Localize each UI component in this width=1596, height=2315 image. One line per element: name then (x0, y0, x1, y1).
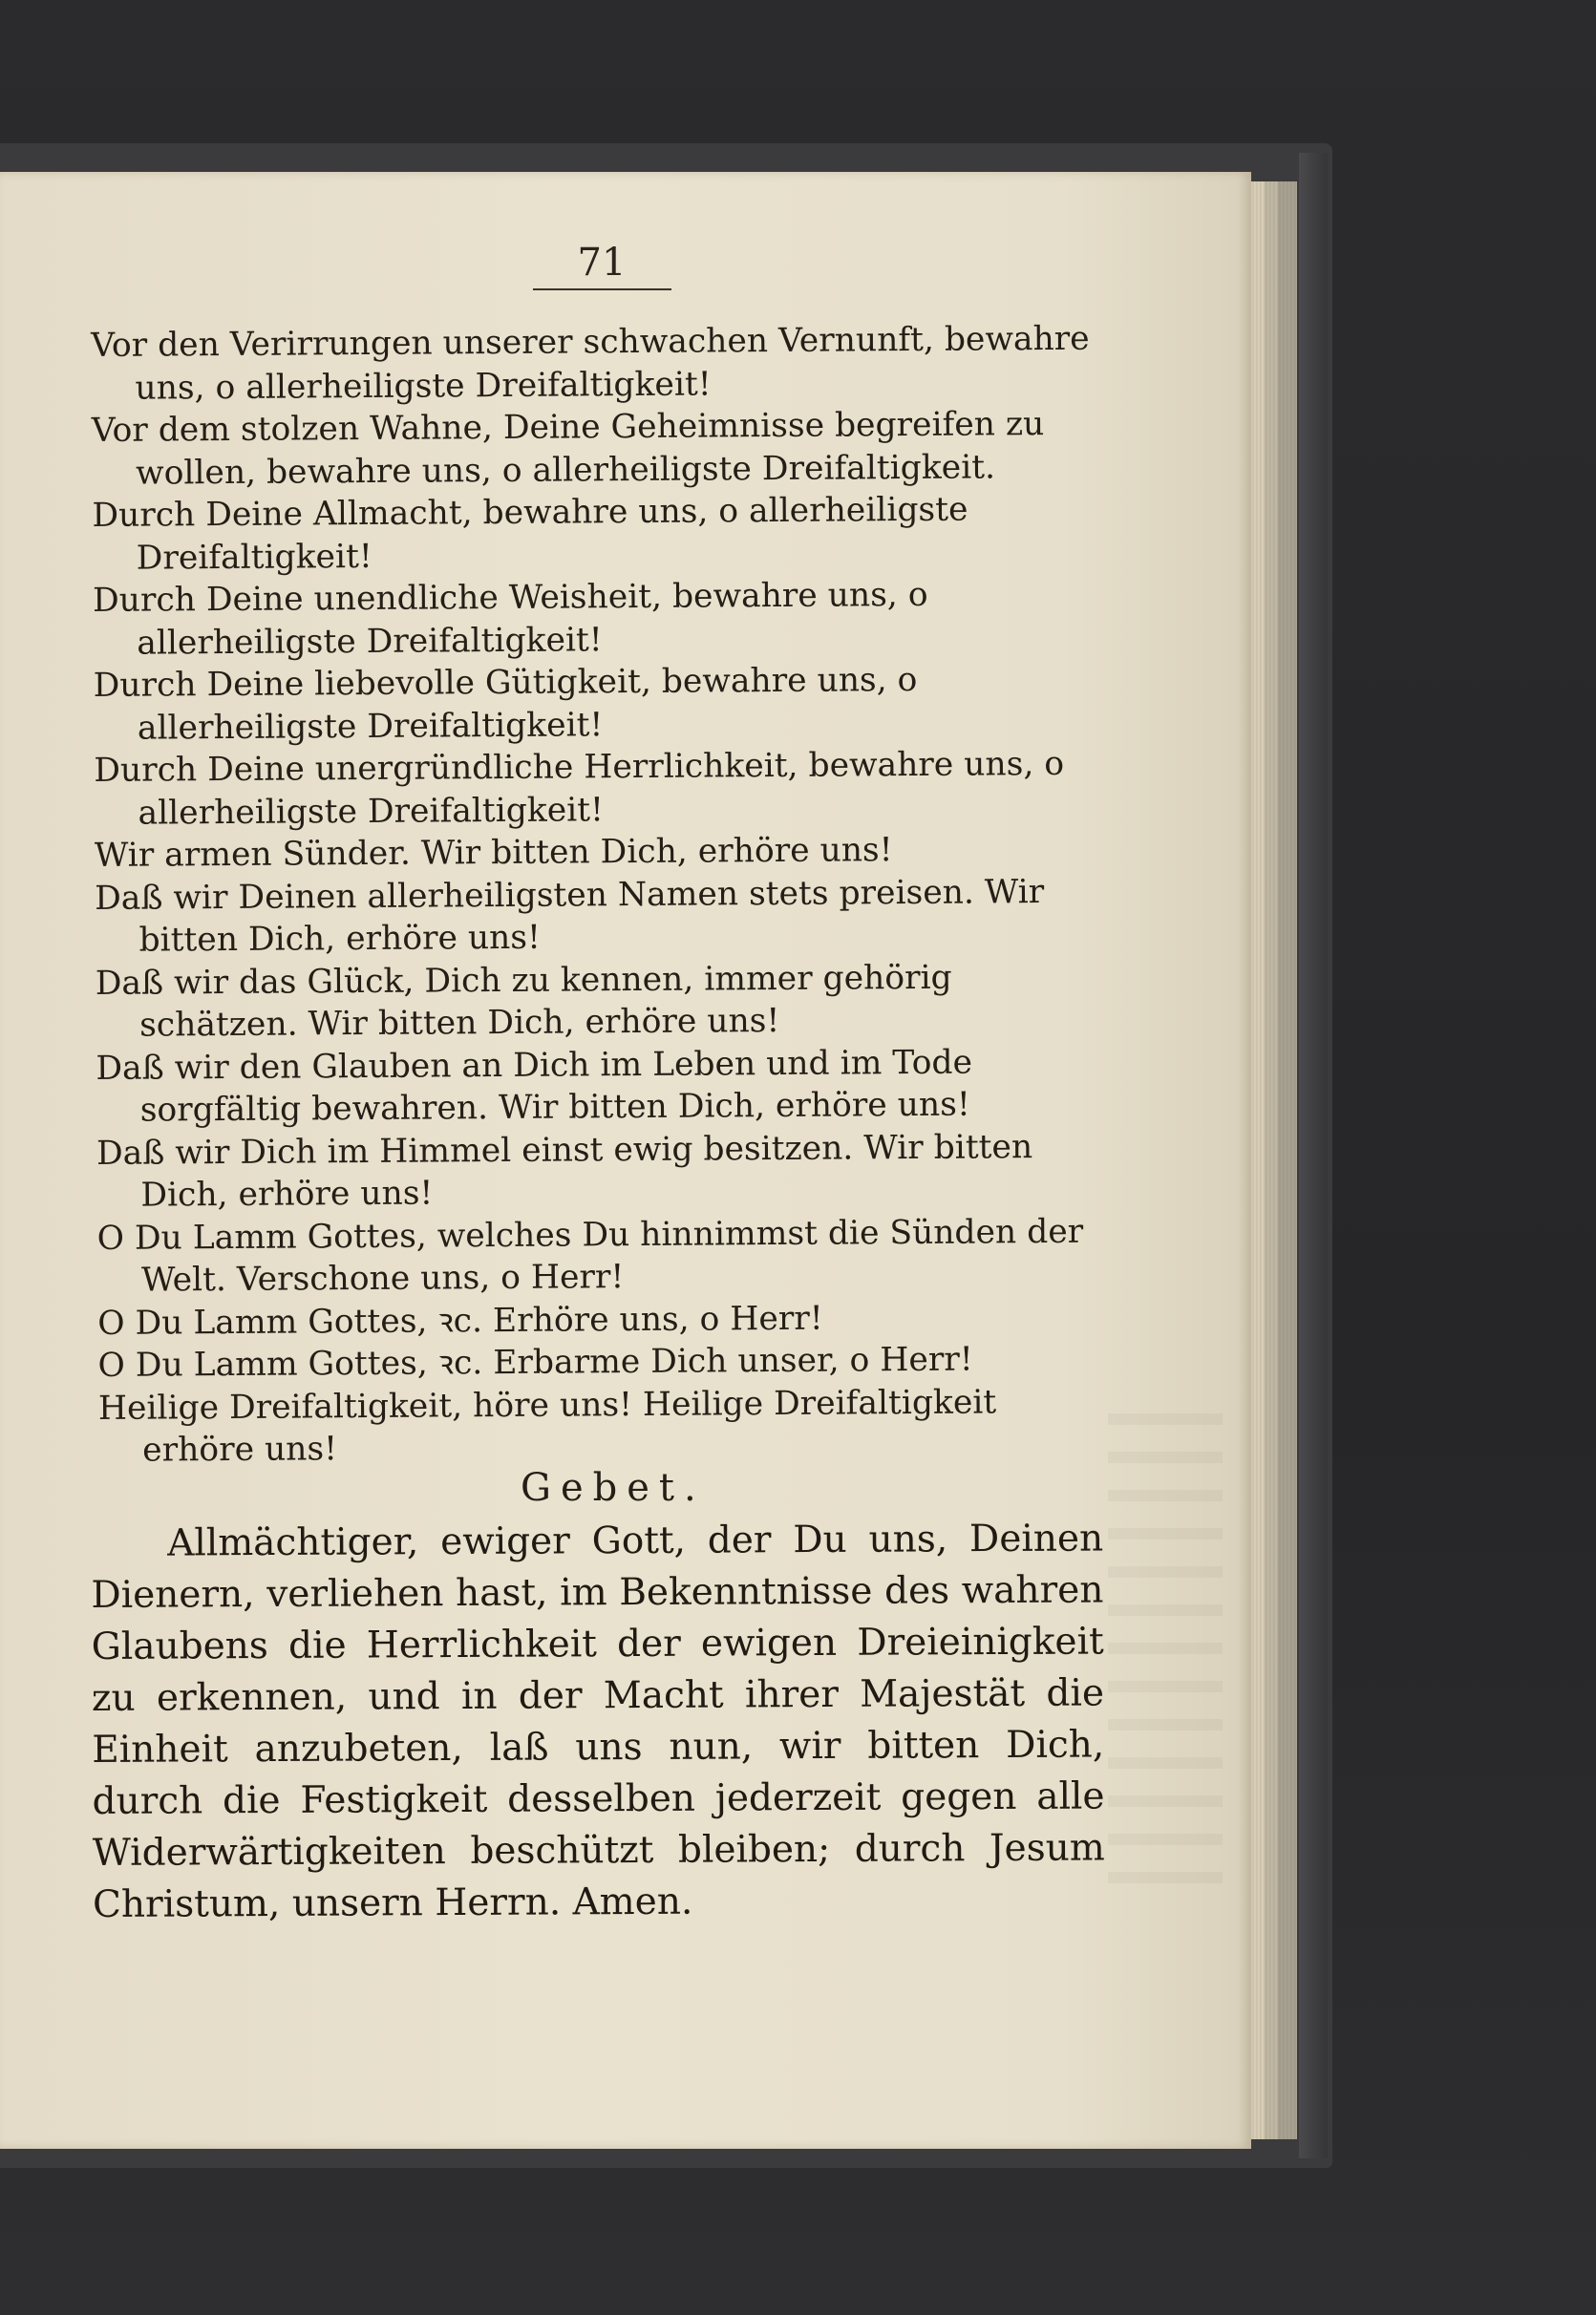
litany-entry: Vor den Verirrungen unserer schwachen Vernunft, bewahre uns, o allerheiligste Dreifaltigkeit! (91, 319, 1090, 408)
litany-text (91, 318, 1111, 1473)
litany-entry: Durch Deine unendliche Weisheit, bewahre uns, o allerheiligste Dreifaltigkeit! (92, 575, 928, 663)
prayer-body: Allmächtiger, ewiger Gott, der Du uns, Deinen Dienern, verliehen hast, im Bekenntnisse des wahren Glaubens die Herrlichkeit der ewigen Dreieinigkeit zu erkennen, und in der Macht ihrer Majestät die Einheit anzubeten, laß uns nun, wir bitten Dich, durch die Festigkeit desselben jederzeit gegen alle Widerwärtigkeiten beschützt bleiben; durch Jesum Christum, unsern Herrn. Amen. (91, 1517, 1105, 1926)
book-cover-edge (1299, 153, 1328, 2158)
litany-entry: Durch Deine Allmacht, bewahre uns, o allerheiligste Dreifaltigkeit! (92, 490, 968, 578)
litany-entry: O Du Lamm Gottes, welches Du hinnimmst die Sünden der Welt. Verschone uns, o Herr! (96, 1212, 1084, 1300)
litany-entry: Vor dem stolzen Wahne, Deine Geheimnisse begreifen zu wollen, bewahre uns, o allerheiligste Dreifaltigkeit. (91, 405, 1045, 493)
litany-entry: Durch Deine unergründliche Herrlichkeit, bewahre uns, o allerheiligste Dreifaltigkeit! (94, 744, 1065, 833)
litany-entry: Daß wir den Glauben an Dich im Leben und im Tode sorgfältig bewahren. Wir bitten Dich, erhöre uns! (96, 1043, 973, 1130)
page-stack-edge (1251, 181, 1265, 2139)
litany-entry: O Du Lamm Gottes, ꝛc. Erhöre uns, o Herr! (97, 1299, 823, 1343)
litany-entry: Daß wir Deinen allerheiligsten Namen stets preisen. Wir bitten Dich, erhöre uns! (95, 872, 1045, 960)
page-stack-edge (1265, 181, 1278, 2139)
litany-entry: O Du Lamm Gottes, ꝛc. Erbarme Dich unser, o Herr! (97, 1340, 973, 1385)
prayer-title: Gebet. (521, 1466, 706, 1510)
page-number: 71 (577, 241, 627, 285)
litany-entry: Heilige Dreifaltigkeit, höre uns! Heilige Dreifaltigkeit erhöre uns! (97, 1382, 997, 1470)
show-through-text (1108, 1413, 1223, 1910)
litany-entry: Wir armen Sünder. Wir bitten Dich, erhöre uns! (94, 831, 893, 875)
page-number-rule (533, 288, 671, 290)
litany-entry: Durch Deine liebevolle Gütigkeit, bewahre uns, o allerheiligste Dreifaltigkeit! (93, 660, 918, 748)
litany-entry: Daß wir das Glück, Dich zu kennen, immer gehörig schätzen. Wir bitten Dich, erhöre uns! (95, 958, 952, 1045)
litany-entry: Daß wir Dich im Himmel einst ewig besitzen. Wir bitten Dich, erhöre uns! (96, 1127, 1033, 1215)
page-stack-edge (1278, 181, 1297, 2139)
